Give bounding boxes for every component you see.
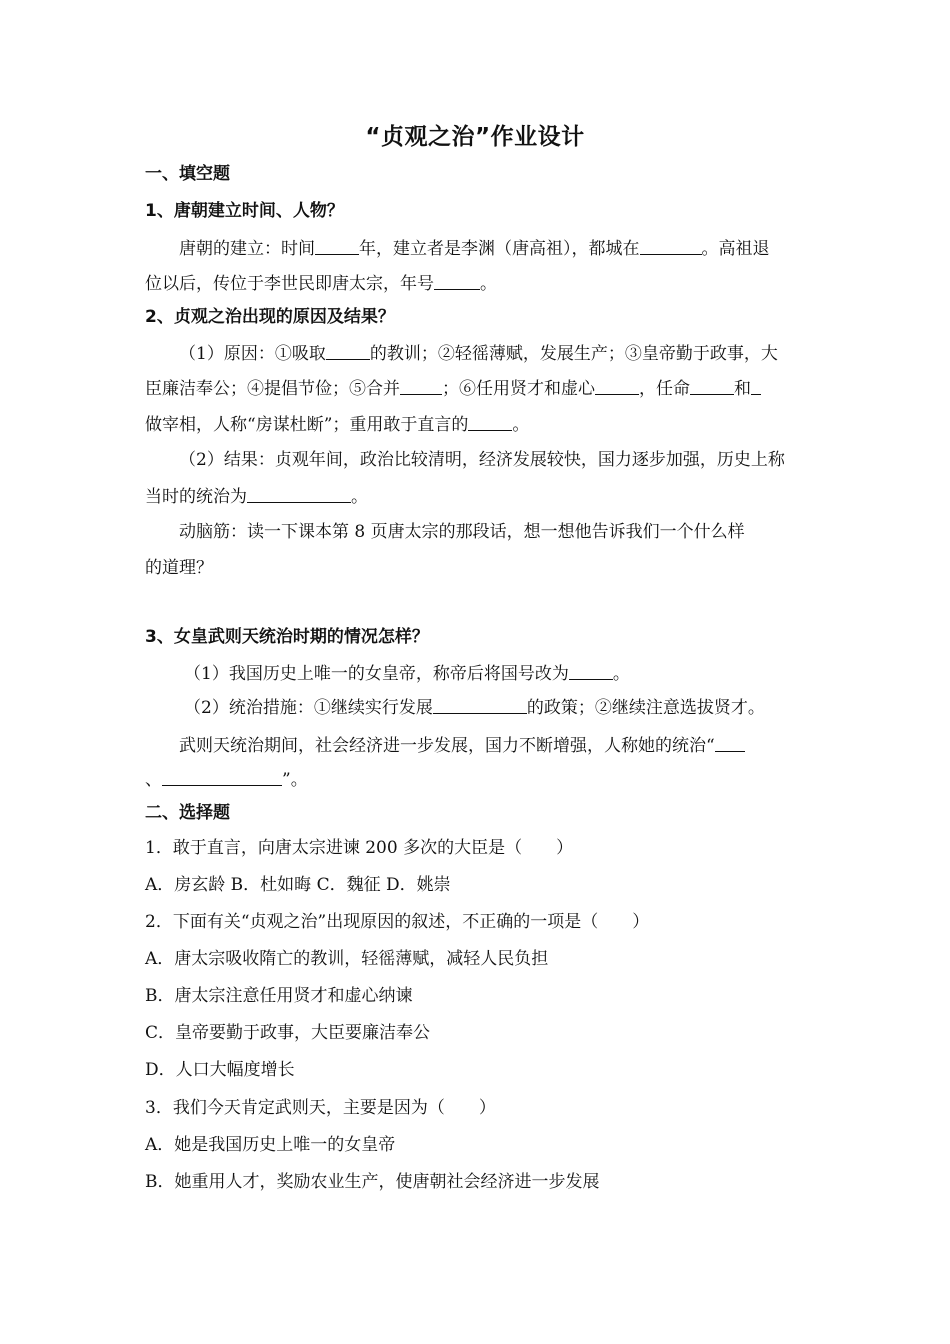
text-segment: 位以后，传位于李世民即唐太宗，年号 — [145, 274, 434, 294]
text-segment: 的政策；②继续注意选拔贤才。 — [526, 698, 765, 718]
text-segment: ”。 — [282, 770, 308, 790]
answer-blank[interactable] — [751, 376, 761, 395]
choice-3-option-a: A．她是我国历史上唯一的女皇帝 — [145, 1135, 396, 1155]
choice-2-option-b: B．唐太宗注意任用贤才和虚心纳谏 — [145, 986, 413, 1006]
choice-3-option-b: B．她重用人才，奖励农业生产，使唐朝社会经济进一步发展 — [145, 1172, 600, 1192]
answer-blank[interactable] — [434, 271, 480, 290]
choice-2-option-d: D．人口大幅度增长 — [145, 1060, 295, 1080]
choice-1-stem: 1．敢于直言，向唐太宗进谏 200 多次的大臣是（ ） — [145, 838, 574, 858]
question-1-line-1 — [179, 236, 815, 261]
answer-blank[interactable] — [162, 767, 282, 786]
answer-blank[interactable] — [715, 733, 745, 752]
answer-blank[interactable] — [569, 661, 613, 680]
choice-3-stem: 3．我们今天肯定武则天，主要是因为（ ） — [145, 1098, 496, 1118]
text-segment: 臣廉洁奉公；④提倡节俭；⑤合并 — [145, 379, 400, 399]
text-segment: 和 — [734, 379, 751, 399]
answer-blank[interactable] — [468, 412, 512, 431]
choice-2-option-a: A．唐太宗吸收隋亡的教训，轻徭薄赋，减轻人民负担 — [145, 949, 549, 969]
text-segment: 做宰相，人称“房谋杜断”；重用敢于直言的 — [145, 415, 469, 435]
question-2-result-line-1: （2）结果：贞观年间，政治比较清明，经济发展较快，国力逐步加强，历史上称 — [179, 450, 785, 470]
question-2-heading: 2、贞观之治出现的原因及结果？ — [145, 307, 395, 327]
question-3-line-2 — [184, 695, 815, 720]
answer-blank[interactable] — [400, 376, 442, 395]
text-segment: 唐朝的建立：时间 — [179, 239, 315, 259]
text-segment: ；⑥任用贤才和虚心 — [442, 379, 595, 399]
text-segment: 年，建立者是李渊（唐高祖），都城在 — [359, 239, 640, 259]
answer-blank[interactable] — [595, 376, 639, 395]
text-segment: （1）原因：①吸取 — [179, 344, 326, 364]
question-3-line-1 — [184, 661, 815, 686]
text-segment: 。 — [351, 487, 368, 507]
question-2-reason-line-2 — [145, 376, 815, 401]
choice-1-options: A．房玄龄 B．杜如晦 C．魏征 D．姚崇 — [145, 875, 451, 895]
answer-blank[interactable] — [433, 695, 527, 714]
text-segment: 、 — [145, 770, 162, 790]
text-segment: 。 — [612, 664, 630, 684]
question-3-heading: 3、女皇武则天统治时期的情况怎样？ — [145, 627, 429, 647]
question-2-think-line-2: 的道理？ — [145, 558, 213, 578]
text-segment: （2）统治措施：①继续实行发展 — [184, 698, 433, 718]
text-segment: ，任命 — [639, 379, 690, 399]
text-segment: 。高祖退 — [701, 239, 770, 259]
document-title: “贞观之治”作业设计 — [365, 124, 585, 150]
section-heading-fill-in: 一、填空题 — [145, 164, 230, 184]
answer-blank[interactable] — [326, 341, 370, 360]
question-2-result-line-2 — [145, 484, 815, 509]
choice-2-option-c: C．皇帝要勤于政事，大臣要廉洁奉公 — [145, 1023, 431, 1043]
choice-2-stem: 2．下面有关“贞观之治”出现原因的叙述，不正确的一项是（ ） — [145, 912, 650, 932]
section-heading-choice: 二、选择题 — [145, 803, 230, 823]
answer-blank[interactable] — [690, 376, 734, 395]
answer-blank[interactable] — [640, 236, 702, 255]
text-segment: （1）我国历史上唯一的女皇帝，称帝后将国号改为 — [184, 664, 569, 684]
answer-blank[interactable] — [315, 236, 359, 255]
answer-blank[interactable] — [247, 484, 351, 503]
question-2-think-line-1: 动脑筋：读一下课本第 8 页唐太宗的那段话，想一想他告诉我们一个什么样 — [179, 522, 745, 542]
text-segment: 的教训；②轻徭薄赋，发展生产；③皇帝勤于政事，大 — [369, 344, 778, 364]
question-1-heading: 1、唐朝建立时间、人物？ — [145, 201, 344, 221]
question-2-reason-line-3 — [145, 412, 815, 437]
text-segment: 武则天统治期间，社会经济进一步发展，国力不断增强，人称她的统治“ — [179, 736, 715, 756]
question-1-line-2 — [145, 271, 815, 296]
text-segment: 。 — [480, 274, 497, 294]
question-3-line-4 — [145, 767, 815, 792]
question-3-line-3 — [179, 733, 815, 758]
text-segment: 当时的统治为 — [145, 487, 247, 507]
question-2-reason-line-1 — [179, 341, 815, 366]
text-segment: 。 — [512, 415, 530, 435]
